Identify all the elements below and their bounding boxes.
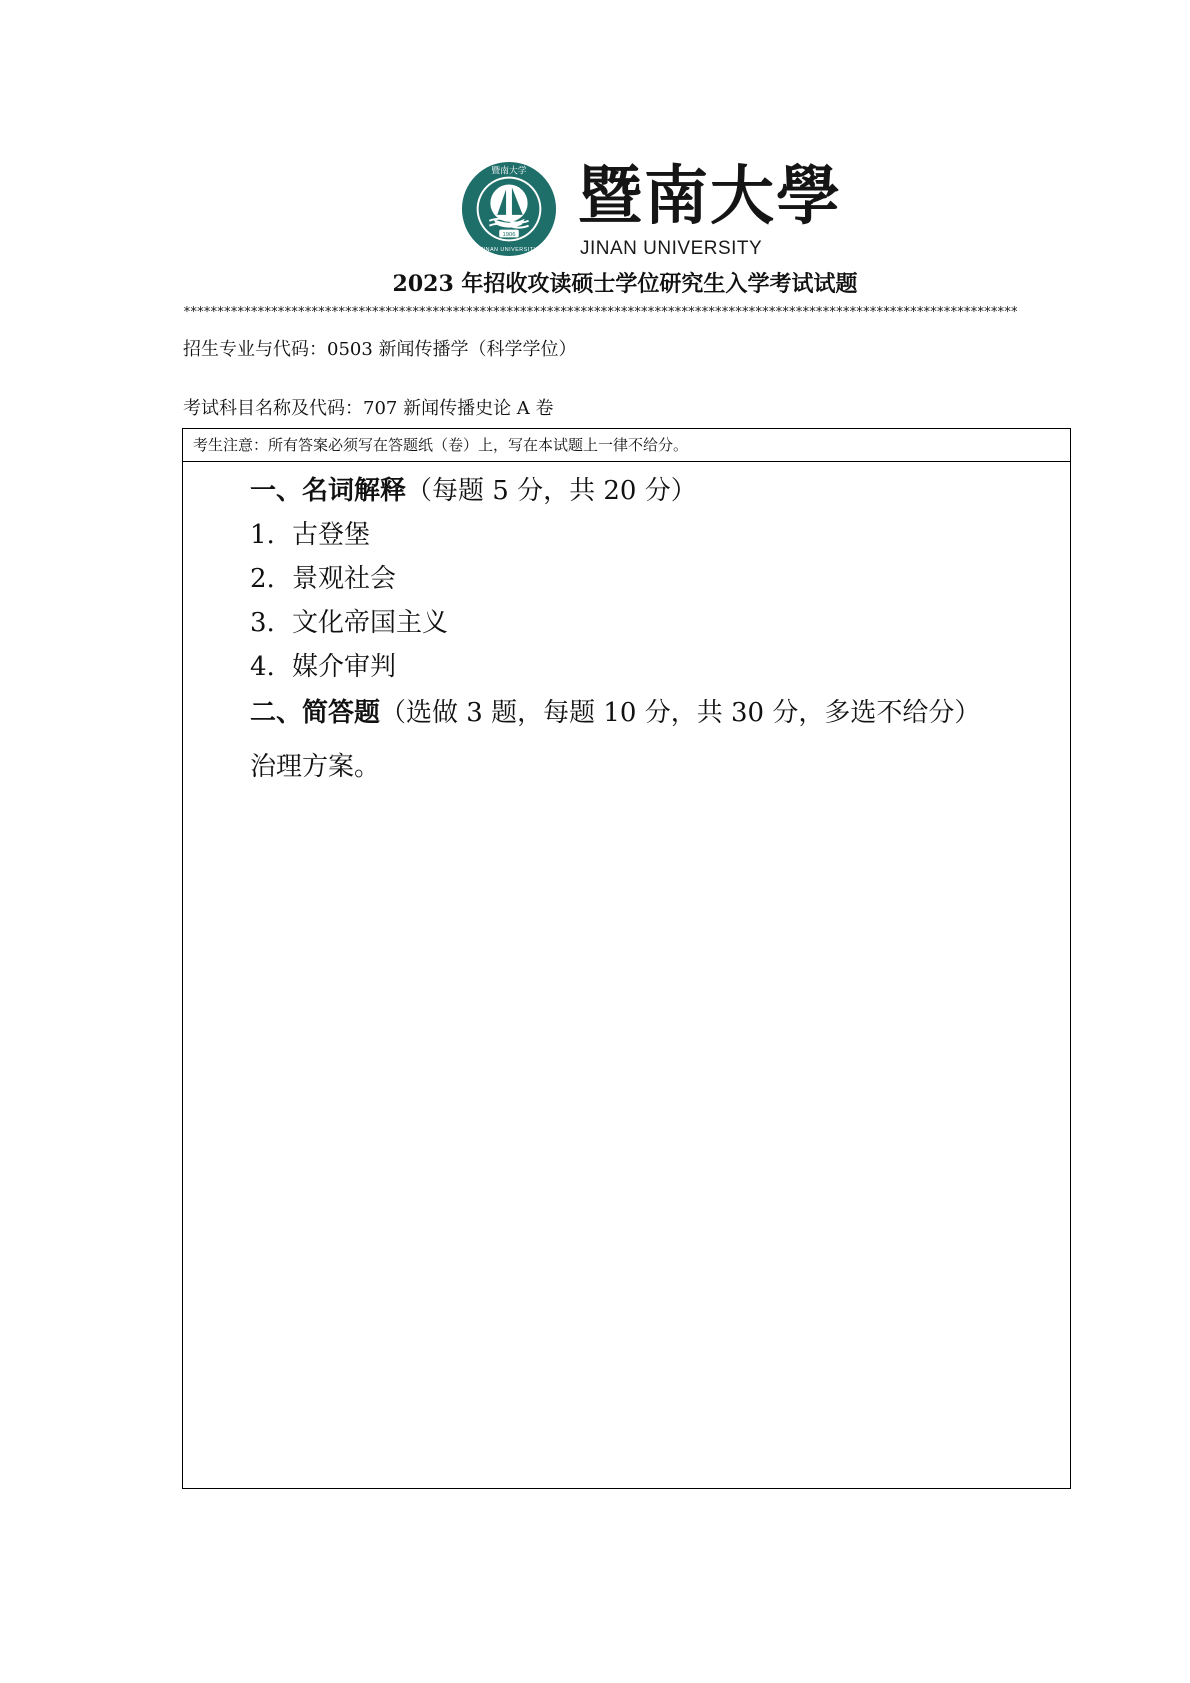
section-heading	[250, 469, 1050, 513]
item-number: 1.	[250, 520, 275, 550]
item-text: 媒介审判	[292, 652, 397, 682]
item-number: 2.	[250, 564, 275, 594]
list-item	[250, 513, 1050, 557]
seal-year: 1906	[502, 231, 516, 238]
section-scoring-note: （选做 3 题，每题 10 分，共 30 分，多选不给分）	[380, 698, 981, 728]
section-heading	[250, 691, 1050, 735]
seal-top-text: 暨南大学	[491, 166, 527, 177]
section-scoring-note: （每题 5 分，共 20 分）	[406, 476, 697, 506]
exam-title: 2023 年招收攻读硕士学位研究生入学考试试题	[392, 271, 858, 297]
item-number: 3.	[250, 608, 275, 638]
item-text: 景观社会	[292, 564, 397, 594]
university-logo	[460, 159, 842, 260]
list-item	[250, 645, 1050, 689]
university-name-en: JINAN UNIVERSITY	[580, 238, 763, 259]
university-seal-icon	[460, 160, 558, 258]
subject-and-code: 考试科目名称及代码：707 新闻传播史论 A 卷	[183, 398, 554, 419]
item-number: 4.	[250, 652, 275, 682]
star-divider: ****************************************************************************************************************************	[183, 305, 1018, 320]
section-title: 二、简答题	[250, 698, 381, 728]
item-text: 古登堡	[292, 520, 371, 550]
question-area	[250, 469, 1050, 793]
question-body-text: 治理方案。	[250, 752, 381, 782]
seal-ring-text: JINAN UNIVERSITY	[480, 247, 538, 254]
major-and-code: 招生专业与代码：0503 新闻传播学（科学学位）	[183, 339, 577, 360]
question-frame	[182, 428, 1071, 1489]
item-text: 文化帝国主义	[292, 608, 449, 638]
candidate-notice: 考生注意：所有答案必须写在答题纸（卷）上，写在本试题上一律不给分。	[183, 429, 1070, 462]
section-title: 一、名词解释	[250, 476, 407, 506]
list-item	[250, 601, 1050, 645]
university-name-cn: 暨南大學	[578, 159, 842, 234]
list-item	[250, 557, 1050, 601]
